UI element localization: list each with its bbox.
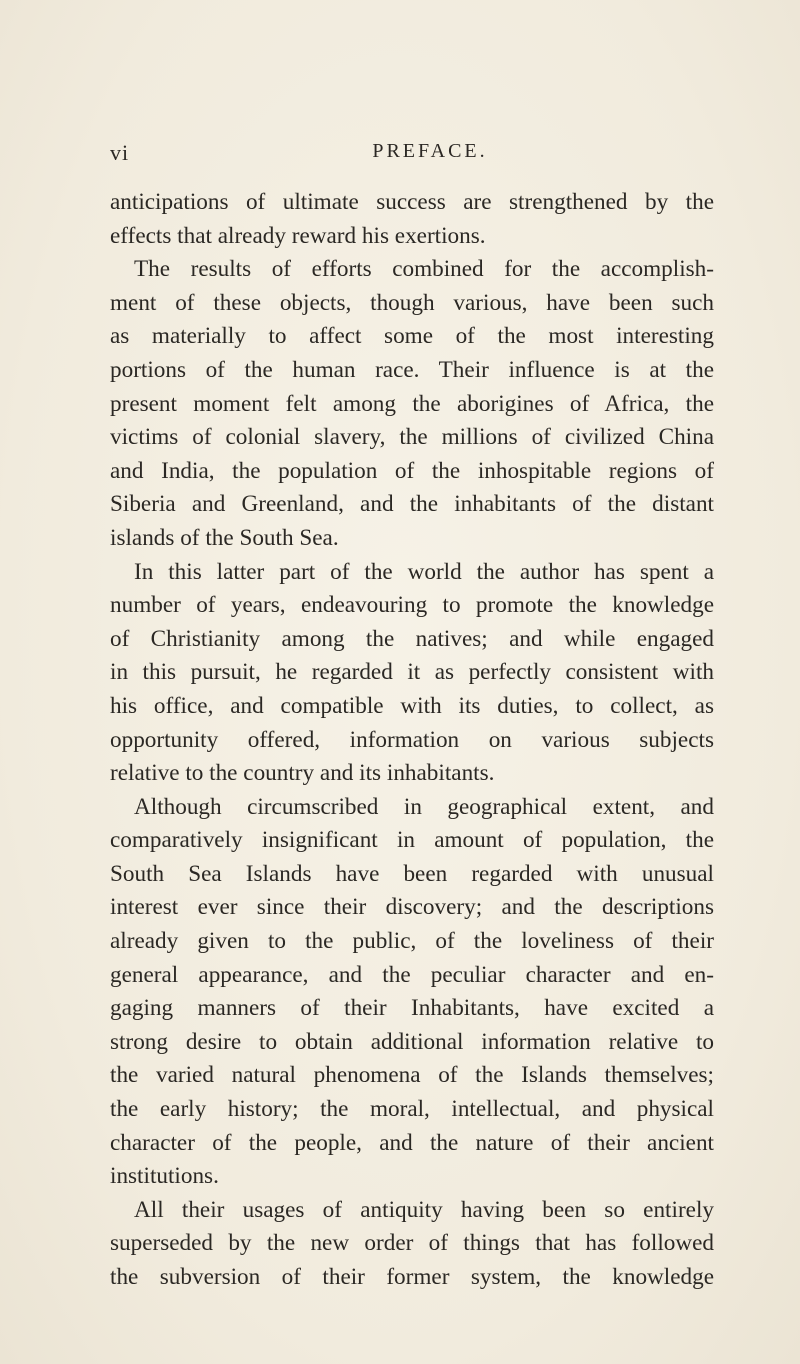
text-line: The results of efforts combined for the accomplish- [134,256,714,283]
text-line: comparatively insignificant in amount of population, the [110,827,714,854]
text-line: effects that already reward his exertions. [110,222,486,249]
text-line: islands of the South Sea. [110,524,339,551]
text-line: portions of the human race. Their influence is at the [110,356,714,383]
text-line: his office, and compatible with its duties, to collect, as [110,692,714,719]
text-line: already given to the public, of the loveliness of their [110,928,714,955]
text-line: as materially to affect some of the most interesting [110,323,714,350]
text-line: Siberia and Greenland, and the inhabitants of the distant [110,491,714,518]
text-line: strong desire to obtain additional information relative to [110,1028,714,1055]
text-line: South Sea Islands have been regarded with unusual [110,860,714,887]
text-line: All their usages of antiquity having been so entirely [134,1196,714,1223]
text-line: general appearance, and the peculiar character and en- [110,961,714,988]
text-line: interest ever since their discovery; and the descriptions [110,894,714,921]
text-line: superseded by the new order of things that has followed [110,1230,714,1257]
text-line: victims of colonial slavery, the millions of civilized China [110,424,714,451]
text-line: of Christianity among the natives; and while engaged [110,625,714,652]
page-number: vi [110,140,130,165]
text-line: gaging manners of their Inhabitants, have excited a [110,995,714,1022]
running-head: PREFACE. [372,140,488,162]
text-line: present moment felt among the aborigines of Africa, the [110,390,714,417]
page-header [110,140,710,170]
text-line: the early history; the moral, intellectual, and physical [110,1096,714,1123]
text-line: anticipations of ultimate success are strengthened by the [110,189,714,215]
text-line: Although circumscribed in geographical extent, and [134,793,714,820]
text-line: the subversion of their former system, the knowledge [110,1264,714,1290]
text-line: and India, the population of the inhospitable regions of [110,457,714,484]
text-line: relative to the country and its inhabitants. [110,760,495,787]
text-line: ment of these objects, though various, have been such [110,289,714,316]
text-line: opportunity offered, information on various subjects [110,726,714,753]
text-line: the varied natural phenomena of the Islands themselves; [110,1062,714,1089]
text-line: character of the people, and the nature of their ancient [110,1129,714,1156]
text-line: number of years, endeavouring to promote the knowledge [110,592,714,619]
text-line: institutions. [110,1163,219,1190]
text-line: in this pursuit, he regarded it as perfectly consistent with [110,659,714,686]
text-line: In this latter part of the world the author has spent a [134,558,714,585]
body-text [110,186,714,1295]
